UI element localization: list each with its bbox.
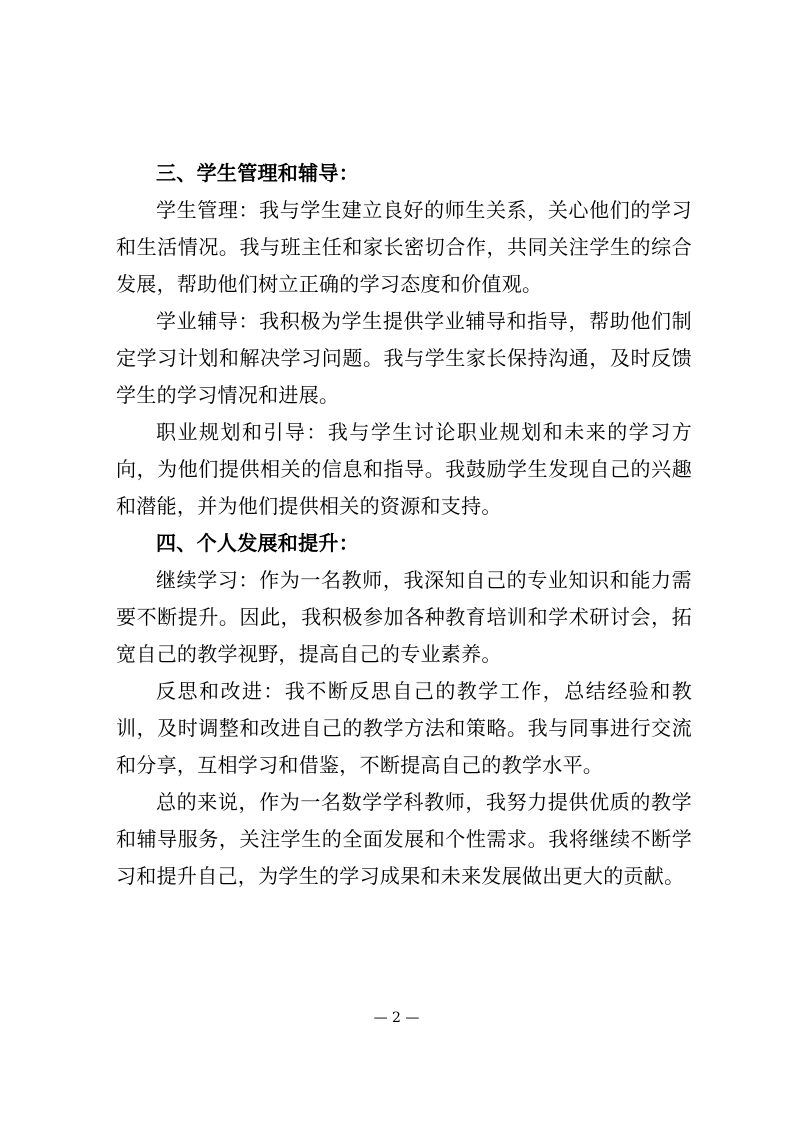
paragraph-academic-tutoring: 学业辅导：我积极为学生提供学业辅导和指导，帮助他们制定学习计划和解决学习问题。我与学生家长保持沟通，及时反馈学生的学习情况和进展。 [116,309,692,407]
section-heading-3: 三、学生管理和辅导： [156,161,359,185]
page-number: — 2 — [373,1010,420,1026]
paragraph-student-management: 学生管理：我与学生建立良好的师生关系，关心他们的学习和生活情况。我与班主任和家长密切合作，共同关注学生的综合发展，帮助他们树立正确的学习态度和价值观。 [116,198,692,296]
paragraph-reflection: 反思和改进：我不断反思自己的教学工作，总结经验和教训，及时调整和改进自己的教学方法和策略。我与同事进行交流和分享，互相学习和借鉴，不断提高自己的教学水平。 [116,679,692,777]
section-heading-4: 四、个人发展和提升： [156,531,359,555]
paragraph-career-guidance: 职业规划和引导：我与学生讨论职业规划和未来的学习方向，为他们提供相关的信息和指导。我鼓励学生发现自己的兴趣和潜能，并为他们提供相关的资源和支持。 [116,420,692,518]
paragraph-summary: 总的来说，作为一名数学学科教师，我努力提供优质的教学和辅导服务，关注学生的全面发展和个性需求。我将继续不断学习和提升自己，为学生的学习成果和未来发展做出更大的贡献。 [116,790,692,888]
paragraph-continued-learning: 继续学习：作为一名教师，我深知自己的专业知识和能力需要不断提升。因此，我积极参加各种教育培训和学术研讨会，拓宽自己的教学视野，提高自己的专业素养。 [116,568,692,666]
document-body [116,155,692,895]
